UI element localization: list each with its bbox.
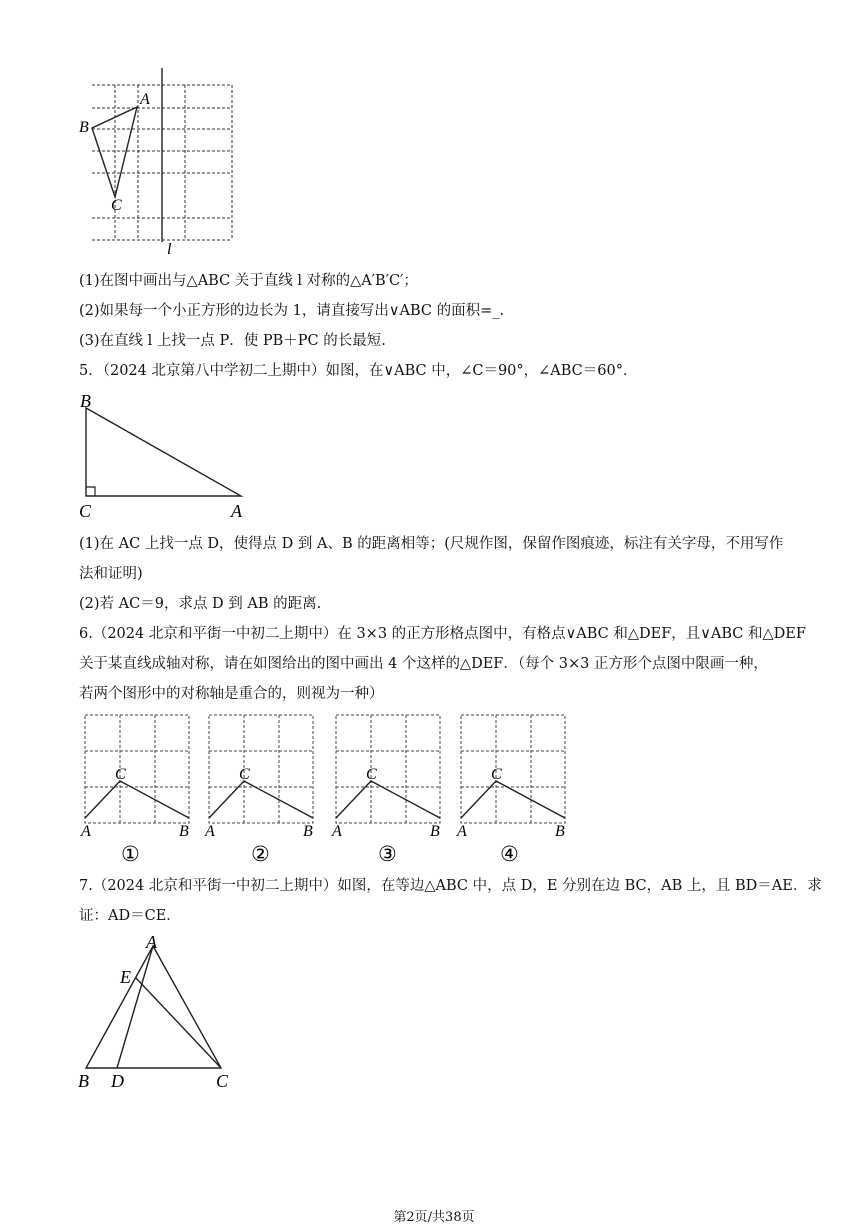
q7-label-c: C	[216, 1071, 229, 1091]
q6-grid-1	[79, 708, 199, 868]
q5-header: 5．（2024 北京第八中学初二上期中）如图，在∨ABC 中，∠C＝90°，∠ABC＝60°．	[79, 363, 638, 379]
q7-label-d: D	[111, 1071, 124, 1091]
q7-label-b: B	[78, 1071, 89, 1091]
q6-g3-c: C	[366, 766, 377, 783]
q6-g1-c: C	[115, 766, 126, 783]
q7-figure	[73, 932, 243, 1092]
q4-part1: (1)在图中画出与△ABC 关于直线 l 对称的△A′B′C′；	[79, 273, 418, 289]
q6-g3-b: B	[430, 823, 440, 840]
q6-line2: 关于某直线成轴对称，请在如图给出的图中画出 4 个这样的△DEF．（每个 3×3 正方形个点图中限画一种，	[79, 656, 768, 672]
q6-g3-a: A	[332, 823, 342, 840]
q6-g1-num: ①	[121, 842, 140, 866]
q6-grid-4	[455, 708, 575, 868]
q5-part2: (2)若 AC＝9，求点 D 到 AB 的距离.	[79, 596, 322, 612]
q4-label-l: l	[167, 241, 172, 258]
page-footer: 第2页/共38页	[393, 1210, 475, 1225]
q6-g2-c: C	[239, 766, 250, 783]
q5-part1-b: 法和证明)	[79, 566, 143, 582]
q4-part3: (3)在直线 l 上找一点 P．使 PB＋PC 的长最短.	[79, 333, 386, 349]
q6-g2-num: ②	[251, 842, 270, 866]
q5-part1-a: (1)在 AC 上找一点 D，使得点 D 到 A、B 的距离相等；(尺规作图，保留作图痕迹，标注有关字母，不用写作	[79, 536, 784, 552]
q6-grid-2	[203, 708, 323, 868]
q7-label-e: E	[120, 967, 131, 987]
q7-line2: 证：AD＝CE．	[79, 908, 181, 924]
q7-label-a: A	[146, 932, 157, 952]
q6-g2-a: A	[205, 823, 215, 840]
q6-g4-b: B	[555, 823, 565, 840]
q6-g1-a: A	[81, 823, 91, 840]
q4-label-b: B	[79, 119, 89, 136]
q4-label-c: C	[111, 197, 122, 214]
q4-figure	[75, 60, 250, 260]
q5-label-c: C	[79, 501, 92, 521]
q4-label-a: A	[140, 91, 150, 108]
q6-g1-b: B	[179, 823, 189, 840]
q7-line1: 7.（2024 北京和平街一中初二上期中）如图，在等边△ABC 中，点 D，E 分别在边 BC，AB 上，且 BD＝AE．求	[79, 878, 822, 894]
q6-g3-num: ③	[378, 842, 397, 866]
q6-line1: 6.（2024 北京和平街一中初二上期中）在 3×3 的正方形格点图中，有格点∨ABC 和△DEF，且∨ABC 和△DEF	[79, 626, 806, 642]
q6-g4-a: A	[457, 823, 467, 840]
q6-g4-c: C	[491, 766, 502, 783]
q5-figure	[74, 388, 254, 522]
q6-grid-3	[330, 708, 450, 868]
q5-label-b: B	[80, 391, 91, 411]
q6-line3: 若两个图形中的对称轴是重合的，则视为一种）	[79, 686, 384, 702]
q5-label-a: A	[231, 501, 242, 521]
q6-g4-num: ④	[500, 842, 519, 866]
q6-g2-b: B	[303, 823, 313, 840]
q4-part2: (2)如果每一个小正方形的边长为 1，请直接写出∨ABC 的面积=_.	[79, 303, 505, 319]
